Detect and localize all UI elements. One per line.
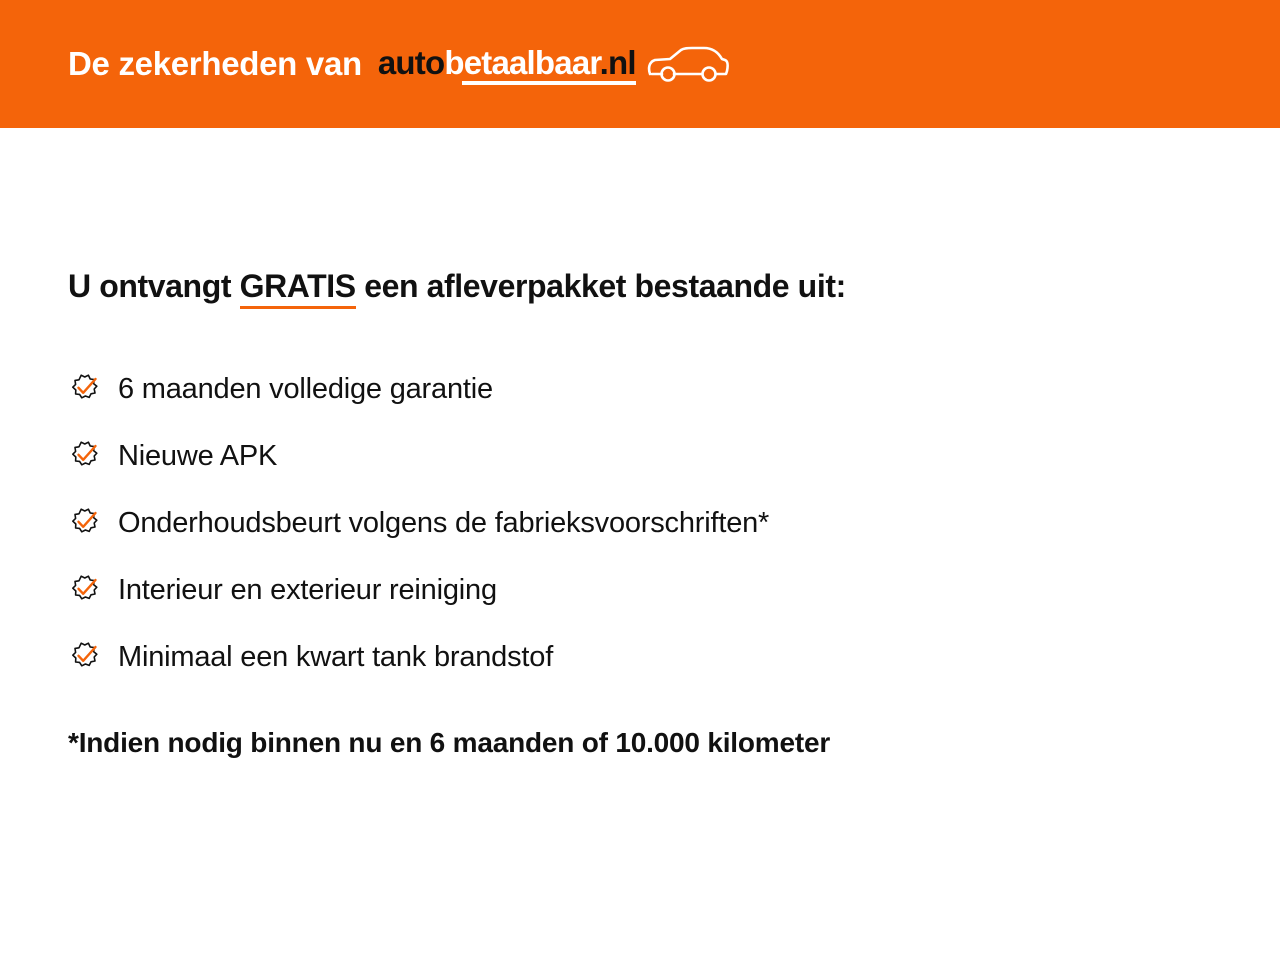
check-gear-icon — [68, 372, 102, 406]
main-content — [0, 128, 1280, 759]
headline-text-after: een afleverpakket bestaande uit: — [355, 268, 846, 304]
benefits-list — [68, 367, 1212, 679]
check-gear-icon — [68, 506, 102, 540]
brand-wordmark-part-nl: .nl — [599, 43, 636, 81]
check-gear-icon — [68, 640, 102, 674]
brand-logo — [378, 40, 730, 89]
list-item — [68, 434, 1212, 478]
list-item-label: Nieuwe APK — [118, 439, 278, 472]
headline-text-before: U ontvangt — [68, 268, 240, 304]
brand-wordmark-part-betaalbaar: betaalbaar — [444, 43, 600, 81]
banner-title: De zekerheden van — [68, 45, 362, 82]
list-item — [68, 501, 1212, 545]
list-item-label: Minimaal een kwart tank brandstof — [118, 640, 554, 673]
list-item — [68, 568, 1212, 612]
brand-wordmark-underline — [462, 81, 636, 85]
list-item-label: 6 maanden volledige garantie — [118, 372, 493, 405]
list-item-label: Onderhoudsbeurt volgens de fabrieksvoorschriften* — [118, 506, 770, 539]
check-gear-icon — [68, 573, 102, 607]
banner-content — [68, 40, 730, 89]
brand-wordmark — [378, 44, 636, 85]
brand-wordmark-part-auto: auto — [377, 43, 445, 81]
header-banner — [0, 0, 1280, 128]
page-title — [68, 268, 1212, 305]
car-outline-icon — [646, 46, 730, 89]
list-item-label: Interieur en exterieur reiniging — [118, 573, 497, 606]
check-gear-icon — [68, 439, 102, 473]
list-item — [68, 367, 1212, 411]
footnote: *Indien nodig binnen nu en 6 maanden of 10.000 kilometer — [68, 727, 831, 758]
list-item — [68, 635, 1212, 679]
headline-highlight-gratis: GRATIS — [240, 268, 356, 309]
